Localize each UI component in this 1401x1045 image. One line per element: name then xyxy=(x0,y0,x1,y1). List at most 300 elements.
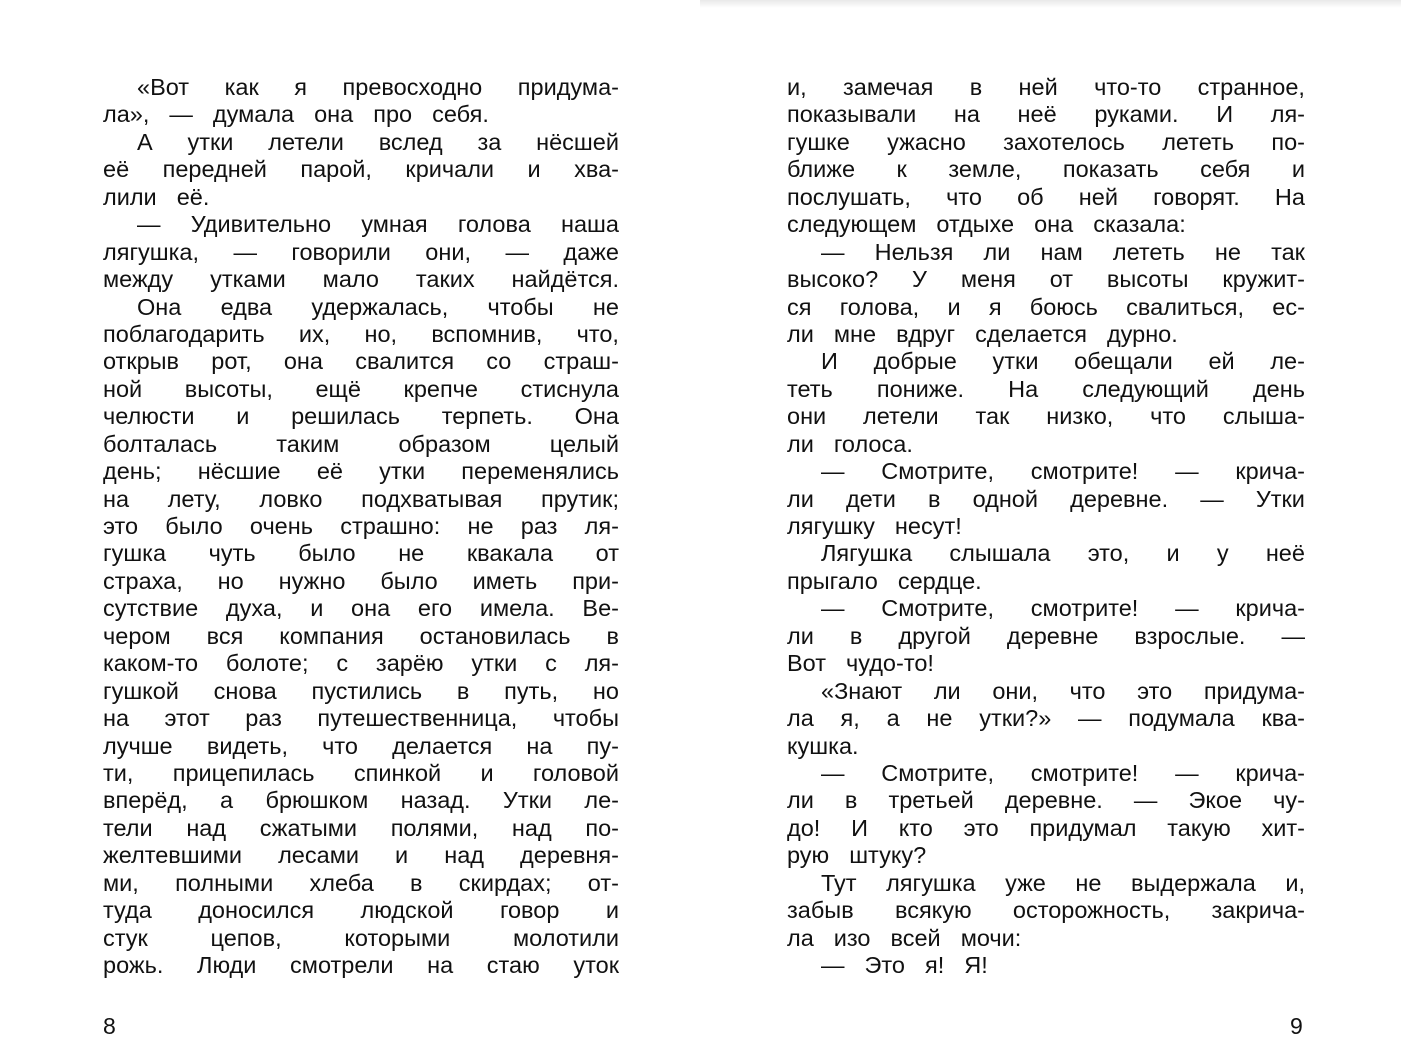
word: которыми xyxy=(344,924,451,951)
word: стаю xyxy=(486,952,540,978)
text-line xyxy=(787,403,1305,430)
word: Утки xyxy=(1255,485,1305,512)
word: найдётся. xyxy=(511,266,619,293)
word: чу- xyxy=(1273,787,1305,814)
word: и, xyxy=(787,74,807,100)
text-line xyxy=(787,266,1305,293)
word: и xyxy=(527,156,541,183)
word: Смотрите, xyxy=(881,595,995,622)
word: даже xyxy=(563,238,619,265)
word: Экое xyxy=(1188,787,1243,814)
word: показывали xyxy=(787,101,917,128)
word: хлеба xyxy=(309,869,374,896)
word: другой xyxy=(898,622,971,649)
word: над xyxy=(511,814,552,841)
word: утки xyxy=(187,128,234,155)
word: захотелось xyxy=(1003,128,1125,155)
word: между xyxy=(103,266,174,293)
word: свалиться, xyxy=(1126,293,1245,320)
text-line xyxy=(103,403,619,430)
word: и xyxy=(1166,540,1180,567)
word: придума- xyxy=(1203,677,1305,704)
word: рую xyxy=(787,842,830,869)
text-line xyxy=(787,705,1305,732)
word: что xyxy=(1069,677,1106,704)
word: прутик; xyxy=(541,485,619,512)
word: чтобы xyxy=(487,293,554,320)
word: ла xyxy=(787,924,814,951)
word: на xyxy=(526,732,553,759)
word: У xyxy=(912,266,927,293)
word: вспомнив, xyxy=(431,320,543,347)
word: придума- xyxy=(517,74,619,100)
word: осторожность, xyxy=(1012,897,1171,924)
word: она xyxy=(351,595,391,622)
text-line xyxy=(787,540,1305,567)
word: и xyxy=(1291,156,1305,183)
word: одной xyxy=(972,485,1039,512)
text-line xyxy=(103,568,619,595)
word: страш- xyxy=(543,348,619,375)
text-line xyxy=(103,678,619,705)
word: но xyxy=(592,677,619,704)
word: отдыхе xyxy=(936,211,1015,238)
text-line xyxy=(787,294,1305,321)
text-line xyxy=(103,321,619,348)
word: нужно xyxy=(278,567,346,594)
text-line xyxy=(103,266,619,293)
word: — xyxy=(821,238,845,265)
word: боюсь xyxy=(1029,293,1098,320)
word: слышала xyxy=(949,540,1051,567)
word: так xyxy=(1271,238,1305,265)
text-line xyxy=(103,129,619,156)
word: ной xyxy=(103,375,143,402)
word: над xyxy=(444,842,484,869)
text-line xyxy=(787,211,1305,238)
word: в xyxy=(410,869,423,896)
text-line xyxy=(103,458,619,485)
word: как xyxy=(224,74,259,100)
word: по- xyxy=(1271,128,1305,155)
word: ля- xyxy=(1270,101,1305,128)
text-line xyxy=(103,650,619,677)
right-page-number: 9 xyxy=(1290,1013,1303,1039)
text-line xyxy=(787,321,1305,348)
text-line xyxy=(103,348,619,375)
word: от- xyxy=(587,869,619,896)
word: вдруг xyxy=(896,320,956,347)
word: дурно. xyxy=(1106,320,1178,347)
text-line xyxy=(787,376,1305,403)
word: головой xyxy=(532,759,619,786)
word: полными xyxy=(175,869,274,896)
word: Ве- xyxy=(582,595,619,622)
word: не xyxy=(1214,238,1241,265)
word: Это xyxy=(864,952,905,978)
text-line xyxy=(787,348,1305,375)
word: На xyxy=(1008,375,1039,402)
word: было xyxy=(380,567,438,594)
word: она xyxy=(1034,211,1074,238)
word: брюшком xyxy=(265,787,369,814)
word: ли xyxy=(787,787,814,814)
word: ти, xyxy=(103,759,134,786)
word: смотрите! xyxy=(1030,458,1139,485)
word: придумал xyxy=(1029,814,1137,841)
word: утками xyxy=(210,266,286,293)
word: и xyxy=(236,403,250,430)
word: лягушка xyxy=(886,869,976,896)
word: лили xyxy=(103,183,157,210)
word: говорили xyxy=(291,238,391,265)
word: кто xyxy=(898,814,933,841)
text-line xyxy=(103,239,619,266)
word: у xyxy=(1216,540,1229,567)
text-line xyxy=(103,376,619,403)
word: — xyxy=(1133,787,1158,814)
word: ли xyxy=(787,320,814,347)
word: духа, xyxy=(225,595,283,622)
word: не xyxy=(467,513,494,539)
word: цепов, xyxy=(210,924,282,951)
word: желтевшими xyxy=(103,842,243,869)
text-line xyxy=(787,568,1305,595)
word: смотрели xyxy=(290,952,394,978)
word: себя. xyxy=(432,101,489,128)
word: Люди xyxy=(197,952,257,978)
word: мало xyxy=(322,266,379,293)
text-line xyxy=(787,184,1305,211)
word: она xyxy=(283,348,323,375)
word: передней xyxy=(162,156,267,183)
word: Смотрите, xyxy=(881,759,995,786)
word: превосходно xyxy=(342,74,483,100)
word: имела. xyxy=(479,595,555,622)
word: Нельзя xyxy=(874,238,954,265)
word: к xyxy=(896,156,907,183)
text-line xyxy=(103,925,619,952)
word: — xyxy=(1078,705,1102,732)
word: гушка xyxy=(103,540,167,567)
word: но xyxy=(217,567,244,594)
word: вперёд, xyxy=(103,787,188,814)
word: ей xyxy=(1208,348,1235,375)
word: закрича- xyxy=(1211,897,1305,924)
word: гушке xyxy=(787,128,850,155)
word: по- xyxy=(585,814,619,841)
word: чуть xyxy=(208,540,256,567)
word: высоты, xyxy=(184,375,273,402)
word: так xyxy=(975,403,1010,430)
word: слыша- xyxy=(1222,403,1305,430)
text-line xyxy=(103,595,619,622)
word: про xyxy=(373,101,413,128)
word: людской xyxy=(360,897,454,924)
word: утки xyxy=(992,348,1039,375)
word: и, xyxy=(1285,869,1305,896)
word: переменялись xyxy=(461,458,619,485)
word: ли xyxy=(787,622,814,649)
word: свалится xyxy=(355,348,455,375)
page-edge-shadow xyxy=(700,0,1401,8)
word: но, xyxy=(364,320,398,347)
word: и xyxy=(605,897,619,924)
word: что xyxy=(322,732,358,759)
word: чудо-то! xyxy=(846,650,934,677)
word: об xyxy=(1017,183,1044,210)
word: смотрите! xyxy=(1030,595,1139,622)
word: мне xyxy=(833,320,877,347)
word: подхватывая xyxy=(361,485,503,512)
word: утки?» xyxy=(979,705,1052,732)
word: ловко xyxy=(259,485,323,512)
word: решилась xyxy=(291,403,400,430)
word: ле- xyxy=(584,787,619,814)
word: не xyxy=(398,540,425,567)
word: хит- xyxy=(1261,814,1305,841)
word: третьей xyxy=(888,787,974,814)
text-line xyxy=(103,294,619,321)
word: сказала: xyxy=(1093,211,1186,238)
word: его xyxy=(417,595,453,622)
word: ужасно xyxy=(887,128,966,155)
word: Я! xyxy=(964,952,988,978)
word: доносился xyxy=(198,897,315,924)
right-page-text xyxy=(787,74,1305,979)
word: её xyxy=(316,458,343,485)
word: это xyxy=(103,513,139,539)
word: а xyxy=(886,705,900,732)
word: И xyxy=(1216,101,1234,128)
word: обещали xyxy=(1074,348,1173,375)
word: вся xyxy=(206,622,244,649)
word: ла», xyxy=(103,101,150,128)
word: в xyxy=(844,787,858,814)
word: прицепилась xyxy=(172,759,315,786)
text-line xyxy=(103,211,619,238)
word: они xyxy=(787,403,827,430)
word: назад. xyxy=(400,787,471,814)
text-line xyxy=(787,815,1305,842)
text-line xyxy=(787,787,1305,814)
word: голова, xyxy=(839,293,920,320)
word: стук xyxy=(103,924,148,951)
word: деревне. xyxy=(1070,485,1169,512)
text-line xyxy=(787,74,1305,101)
word: нёсшей xyxy=(536,128,619,155)
word: раз xyxy=(245,705,282,732)
word: страха, xyxy=(103,567,183,594)
word: нам xyxy=(1040,238,1083,265)
word: летели xyxy=(268,128,344,155)
word: день; xyxy=(103,458,162,485)
text-line xyxy=(103,787,619,814)
word: На xyxy=(1274,183,1305,210)
word: деревня- xyxy=(520,842,619,869)
text-line xyxy=(103,760,619,787)
word: голова xyxy=(457,211,531,238)
word: образом xyxy=(398,430,491,457)
word: чтобы xyxy=(552,705,619,732)
word: открыв xyxy=(103,348,180,375)
text-line xyxy=(103,431,619,458)
word: со xyxy=(486,348,512,375)
word: сутствие xyxy=(103,595,199,622)
word: поблагодарить xyxy=(103,320,265,347)
word: спинкой xyxy=(353,759,442,786)
text-line xyxy=(103,156,619,183)
word: Вот xyxy=(787,650,826,677)
word: в xyxy=(849,622,863,649)
text-line xyxy=(787,760,1305,787)
text-line xyxy=(787,678,1305,705)
text-line xyxy=(103,540,619,567)
word: высоты xyxy=(1106,266,1189,293)
word: сердце. xyxy=(897,567,982,594)
word: Смотрите, xyxy=(881,458,995,485)
word: — xyxy=(233,238,257,265)
word: я xyxy=(988,293,1002,320)
text-line xyxy=(787,952,1305,979)
text-line xyxy=(787,156,1305,183)
word: нёсшие xyxy=(197,458,281,485)
word: сжатыми xyxy=(259,814,358,841)
word: А xyxy=(137,128,153,155)
word: челюсти xyxy=(103,403,195,430)
word: Удивительно xyxy=(190,211,332,238)
text-line xyxy=(103,513,619,540)
word: лететь xyxy=(1162,128,1234,155)
text-line xyxy=(103,74,619,101)
word: с xyxy=(336,650,349,677)
word: остановилась xyxy=(419,622,571,649)
word: в xyxy=(927,485,941,512)
word: терпеть. xyxy=(441,403,533,430)
word: стиснула xyxy=(520,375,619,402)
word: неё xyxy=(1265,540,1305,567)
word: выдержала xyxy=(1130,869,1256,896)
word: они, xyxy=(992,677,1039,704)
text-line xyxy=(787,870,1305,897)
word: страшно: xyxy=(340,513,441,539)
word: а xyxy=(220,787,234,814)
word: ли xyxy=(933,677,961,704)
word: думала xyxy=(212,101,295,128)
word: ли xyxy=(787,430,814,457)
word: было xyxy=(165,513,223,539)
word: сделается xyxy=(975,320,1087,347)
word: — xyxy=(505,238,529,265)
word: её xyxy=(103,156,130,183)
text-line xyxy=(103,101,619,128)
word: такую xyxy=(1167,814,1231,841)
text-line xyxy=(787,486,1305,513)
word: удержалась, xyxy=(311,293,449,320)
word: лету, xyxy=(167,485,221,512)
word: таким xyxy=(276,430,340,457)
text-line xyxy=(103,733,619,760)
word: над xyxy=(186,814,227,841)
word: лягушка, xyxy=(103,238,200,265)
word: ближе xyxy=(787,156,856,183)
word: И xyxy=(851,814,868,841)
word: на xyxy=(103,485,130,512)
word: скирдах; xyxy=(458,869,552,896)
word: что xyxy=(946,183,982,210)
word: Тут xyxy=(821,869,857,896)
word: это xyxy=(1137,677,1173,704)
word: от xyxy=(1049,266,1074,293)
word: ней xyxy=(1018,74,1058,100)
word: иметь xyxy=(472,567,538,594)
text-line xyxy=(787,101,1305,128)
word: делается xyxy=(392,732,493,759)
word: в xyxy=(969,74,983,100)
word: ле- xyxy=(1270,348,1305,375)
text-line xyxy=(787,239,1305,266)
word: за xyxy=(477,128,502,155)
word: взрослые. xyxy=(1134,622,1246,649)
word: смотрите! xyxy=(1030,759,1139,786)
word: каком-то xyxy=(103,650,199,677)
word: Она xyxy=(574,403,619,430)
word: И xyxy=(821,348,838,375)
word: — xyxy=(821,952,845,978)
word: подумала xyxy=(1128,705,1235,732)
word: что xyxy=(1150,403,1186,430)
word: парой, xyxy=(300,156,372,183)
left-page-number: 8 xyxy=(103,1013,116,1039)
word: голоса. xyxy=(833,430,913,457)
word: вслед xyxy=(378,128,443,155)
word: крича- xyxy=(1235,759,1305,786)
word: тели xyxy=(103,814,153,841)
word: теть xyxy=(787,375,833,402)
word: зарёю xyxy=(375,650,444,677)
word: пу- xyxy=(586,732,619,759)
word: ква- xyxy=(1261,705,1305,732)
word: дети xyxy=(845,485,896,512)
word: и xyxy=(395,842,409,869)
word: крепче xyxy=(403,375,478,402)
word: они, xyxy=(425,238,471,265)
word: крича- xyxy=(1235,458,1305,485)
word: полями, xyxy=(390,814,479,841)
word: следующем xyxy=(787,211,917,238)
word: странное, xyxy=(1197,74,1305,100)
text-line xyxy=(103,842,619,869)
word: себя xyxy=(1200,156,1251,183)
text-line xyxy=(787,897,1305,924)
word: лягушку xyxy=(787,513,875,539)
text-line xyxy=(787,733,1305,760)
word: до! xyxy=(787,814,821,841)
word: и xyxy=(310,595,324,622)
word: таких xyxy=(415,266,475,293)
word: лесами xyxy=(278,842,359,869)
text-line xyxy=(787,431,1305,458)
word: всей xyxy=(890,924,941,951)
word: ли xyxy=(787,485,814,512)
word: едва xyxy=(220,293,273,320)
text-line xyxy=(787,623,1305,650)
word: рот, xyxy=(211,348,252,375)
word: деревне xyxy=(1006,622,1099,649)
word: Лягушка xyxy=(821,540,913,567)
word: молотили xyxy=(513,924,619,951)
word: высоко? xyxy=(787,266,879,293)
